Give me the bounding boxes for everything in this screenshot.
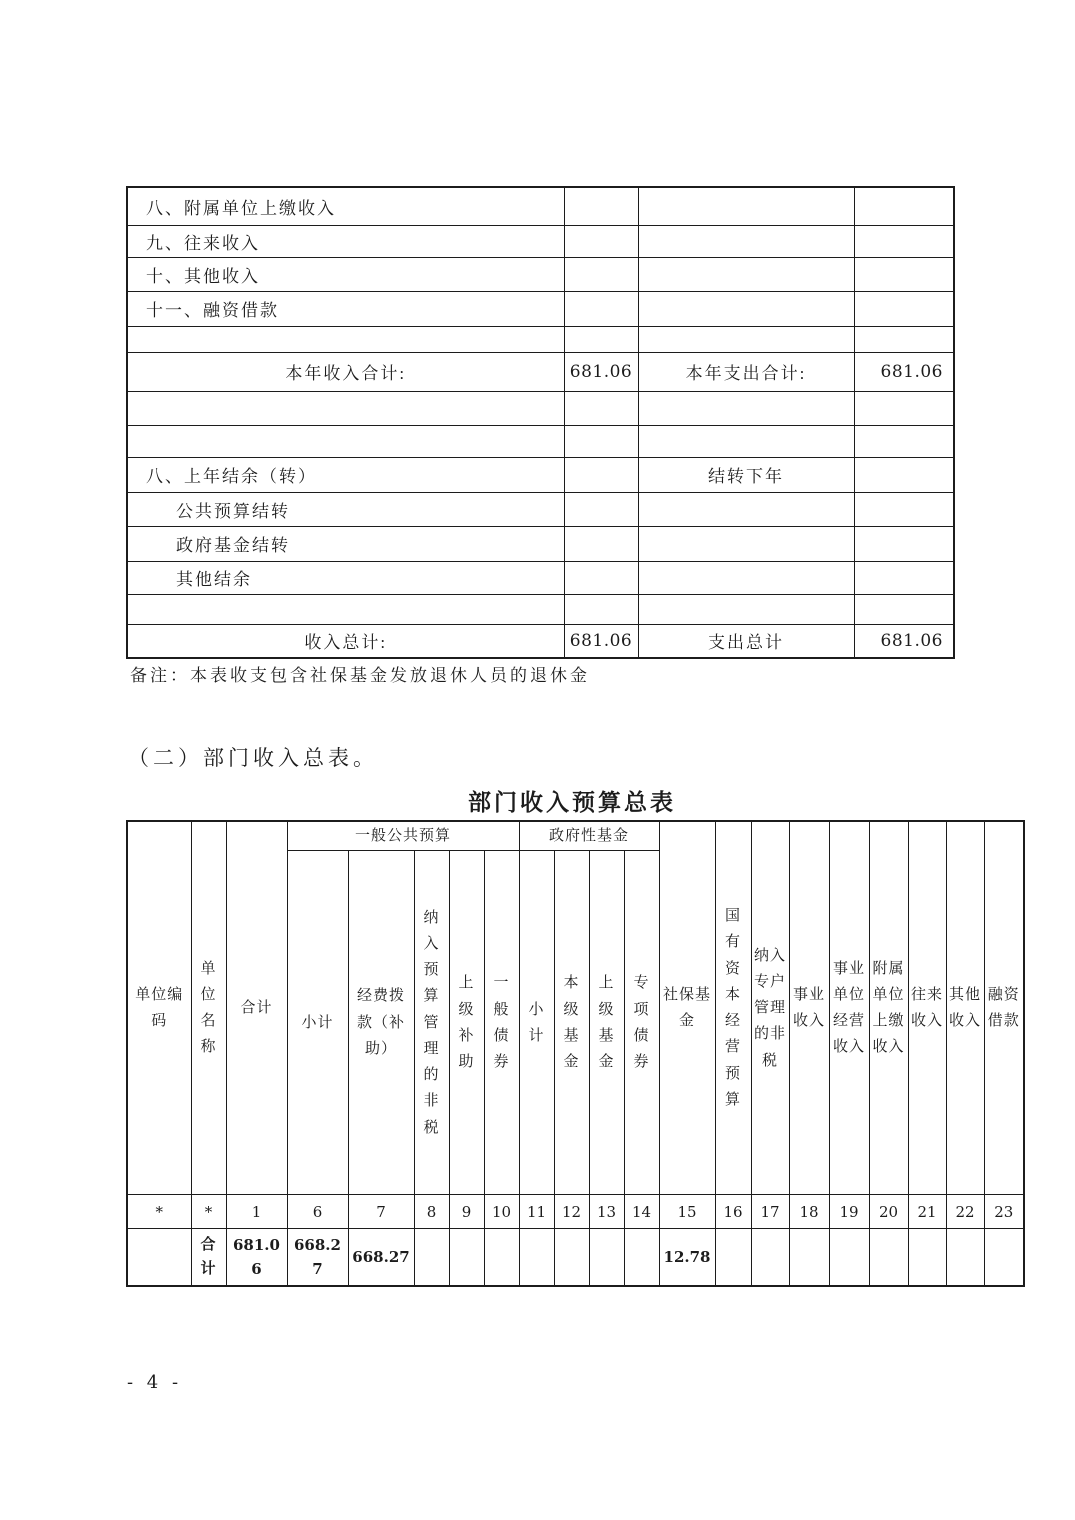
data-cell: [589, 1229, 624, 1286]
code-cell: 11: [519, 1195, 554, 1229]
item-cell: 政府基金结转: [127, 526, 564, 561]
table-row: [127, 225, 954, 257]
col-header-total: 合计: [226, 821, 287, 1195]
data-cell: [789, 1229, 829, 1286]
col-header-gf-local-fund: 本级基金: [554, 851, 589, 1195]
code-cell: 1: [226, 1195, 287, 1229]
col-header-gpb-general-bonds: 一般债券: [484, 851, 519, 1195]
code-cell: 22: [946, 1195, 984, 1229]
col-header-business-income: 事业收入: [789, 821, 829, 1195]
code-cell: 15: [659, 1195, 715, 1229]
value-cell: [854, 526, 954, 561]
item-cell: 八、附属单位上缴收入: [127, 187, 564, 225]
table-row: [127, 561, 954, 594]
data-cell: [484, 1229, 519, 1286]
table-row: [127, 257, 954, 291]
item-cell: 本年收入合计:: [127, 352, 564, 391]
data-cell: [984, 1229, 1024, 1286]
table-row: [127, 492, 954, 526]
value-cell: [564, 526, 638, 561]
col-header-gf-higher-level-fund: 上级基金: [589, 851, 624, 1195]
col-header-affiliated-unit-remitted-income: 附属单位上缴收入: [869, 821, 908, 1195]
item-cell: [638, 326, 854, 352]
value-cell: [564, 425, 638, 457]
value-cell: [564, 594, 638, 624]
data-cell: [751, 1229, 789, 1286]
item-cell: 九、往来收入: [127, 225, 564, 257]
col-header-business-unit-operating-income: 事业单位经营收入: [829, 821, 869, 1195]
code-cell: 13: [589, 1195, 624, 1229]
value-cell: 681.06: [564, 352, 638, 391]
value-cell: [564, 187, 638, 225]
item-cell: 结转下年: [638, 457, 854, 492]
table-row: [127, 391, 954, 425]
value-cell: [564, 391, 638, 425]
item-cell: [638, 391, 854, 425]
item-cell: 十一、融资借款: [127, 291, 564, 326]
code-cell: 6: [287, 1195, 348, 1229]
value-cell: [854, 391, 954, 425]
code-cell: 14: [624, 1195, 659, 1229]
income-table-title: 部门收入预算总表: [468, 790, 676, 815]
value-cell: [854, 561, 954, 594]
balance-table: [126, 186, 955, 659]
data-cell: [829, 1229, 869, 1286]
item-cell: 公共预算结转: [127, 492, 564, 526]
value-cell: [854, 594, 954, 624]
item-cell: 本年支出合计:: [638, 352, 854, 391]
footnote: 备注：本表收支包含社保基金发放退休人员的退休金: [130, 666, 590, 685]
column-code-row: [127, 1195, 1024, 1229]
col-header-social-security-fund: 社保基金: [659, 821, 715, 1195]
page-number: - 4 -: [127, 1372, 183, 1393]
value-cell: [854, 291, 954, 326]
value-cell: [564, 561, 638, 594]
code-cell: *: [191, 1195, 226, 1229]
col-header-unit-name: 单位名称: [191, 821, 226, 1195]
value-cell: [564, 257, 638, 291]
code-cell: 12: [554, 1195, 589, 1229]
col-header-current-income: 往来收入: [908, 821, 946, 1195]
data-cell: [908, 1229, 946, 1286]
item-cell: [638, 526, 854, 561]
table-row: [127, 187, 954, 225]
value-cell: [564, 291, 638, 326]
section-heading: （二）部门收入总表。: [128, 746, 378, 770]
code-cell: 20: [869, 1195, 908, 1229]
item-cell: [638, 492, 854, 526]
col-header-gf-subtotal: 小计: [519, 851, 554, 1195]
value-cell: [854, 492, 954, 526]
data-cell: [414, 1229, 449, 1286]
col-header-unit-code: 单位编码: [127, 821, 191, 1195]
code-cell: 9: [449, 1195, 484, 1229]
data-cell: [554, 1229, 589, 1286]
data-cell: [715, 1229, 751, 1286]
group-header-government-fund: 政府性基金: [519, 821, 659, 851]
item-cell: 八、上年结余（转）: [127, 457, 564, 492]
code-cell: 8: [414, 1195, 449, 1229]
item-cell: [638, 225, 854, 257]
data-cell: [869, 1229, 908, 1286]
data-cell: 668.27: [287, 1229, 348, 1286]
data-cell: [624, 1229, 659, 1286]
value-cell: [854, 187, 954, 225]
table-row: [127, 326, 954, 352]
total-data-row: [127, 1229, 1024, 1286]
value-cell: 681.06: [564, 624, 638, 658]
code-cell: 23: [984, 1195, 1024, 1229]
col-header-state-capital-budget: 国有资本经营预算: [715, 821, 751, 1195]
item-cell: [638, 257, 854, 291]
code-cell: 17: [751, 1195, 789, 1229]
data-cell: 681.06: [226, 1229, 287, 1286]
data-cell: [946, 1229, 984, 1286]
col-header-gpb-subtotal: 小计: [287, 851, 348, 1195]
value-cell: [854, 225, 954, 257]
code-cell: 7: [348, 1195, 414, 1229]
value-cell: 681.06: [854, 624, 954, 658]
item-cell: 支出总计: [638, 624, 854, 658]
item-cell: [127, 425, 564, 457]
value-cell: 681.06: [854, 352, 954, 391]
item-cell: [638, 561, 854, 594]
value-cell: [854, 257, 954, 291]
item-cell: [638, 291, 854, 326]
group-header-row: [127, 821, 1024, 851]
item-cell: 十、其他收入: [127, 257, 564, 291]
value-cell: [564, 225, 638, 257]
table-row: [127, 624, 954, 658]
code-cell: 18: [789, 1195, 829, 1229]
value-cell: [854, 457, 954, 492]
value-cell: [854, 425, 954, 457]
table-row: [127, 425, 954, 457]
item-cell: [127, 391, 564, 425]
code-cell: 19: [829, 1195, 869, 1229]
table-row: [127, 526, 954, 561]
table-row: [127, 457, 954, 492]
item-cell: [638, 425, 854, 457]
data-cell-total-label: 合计: [191, 1229, 226, 1286]
col-header-gpb-appropriation: 经费拨款（补助）: [348, 851, 414, 1195]
item-cell: [127, 326, 564, 352]
item-cell: [638, 594, 854, 624]
col-header-gpb-nontax: 纳入预算管理的非税: [414, 851, 449, 1195]
col-header-gf-special-bonds: 专项债券: [624, 851, 659, 1195]
data-cell: [449, 1229, 484, 1286]
table-row: [127, 291, 954, 326]
value-cell: [854, 326, 954, 352]
code-cell: 21: [908, 1195, 946, 1229]
value-cell: [564, 492, 638, 526]
code-cell: *: [127, 1195, 191, 1229]
item-cell: 收入总计:: [127, 624, 564, 658]
item-cell: [127, 594, 564, 624]
data-cell: [127, 1229, 191, 1286]
col-header-special-account-nontax: 纳入专户管理的非税: [751, 821, 789, 1195]
data-cell: 12.78: [659, 1229, 715, 1286]
col-header-other-income: 其他收入: [946, 821, 984, 1195]
col-header-financing-borrowing: 融资借款: [984, 821, 1024, 1195]
income-summary-table: [126, 820, 1025, 1287]
value-cell: [564, 326, 638, 352]
table-row: [127, 352, 954, 391]
item-cell: [638, 187, 854, 225]
code-cell: 16: [715, 1195, 751, 1229]
data-cell: 668.27: [348, 1229, 414, 1286]
code-cell: 10: [484, 1195, 519, 1229]
group-header-general-public-budget: 一般公共预算: [287, 821, 519, 851]
col-header-gpb-higher-level-subsidy: 上级补助: [449, 851, 484, 1195]
item-cell: 其他结余: [127, 561, 564, 594]
value-cell: [564, 457, 638, 492]
table-row: [127, 594, 954, 624]
data-cell: [519, 1229, 554, 1286]
